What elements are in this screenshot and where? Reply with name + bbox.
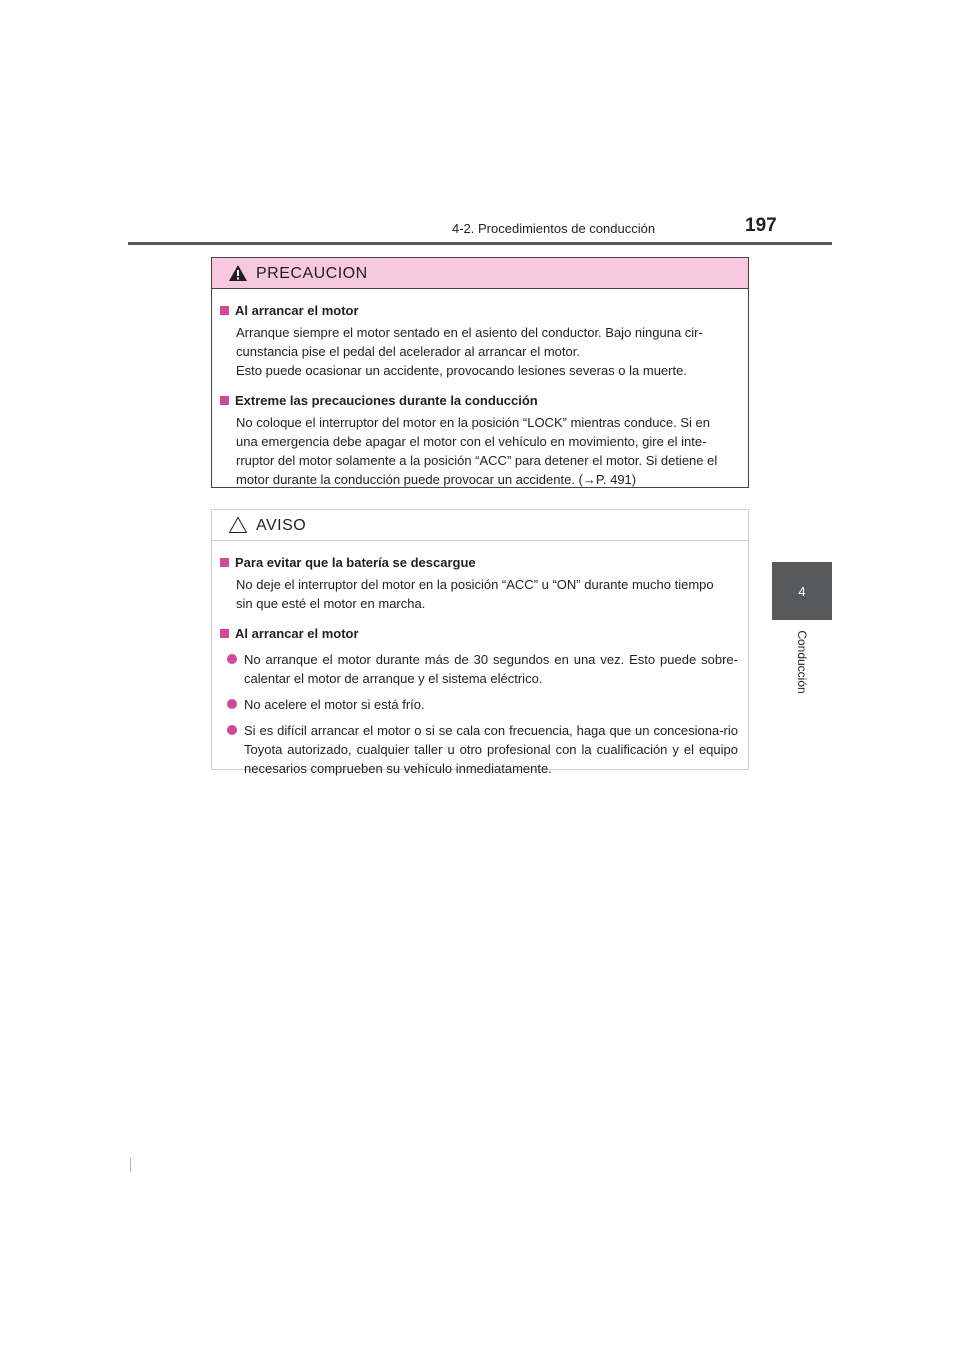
notice-item-text: No deje el interruptor del motor en la posición “ACC” u “ON” durante mucho tiempo sin que esté el motor en marcha. — [236, 577, 714, 611]
round-bullet-icon — [227, 699, 237, 709]
round-bullet-icon — [227, 725, 237, 735]
round-bullet-icon — [227, 654, 237, 664]
notice-header — [212, 510, 748, 541]
caution-item-text: Arranque siempre el motor sentado en el asiento del conductor. Bajo ninguna cir- cunstancia pise el pedal del acelerador al arrancar el motor. Esto puede ocasionar un accidente, provocando lesiones severas o la muerte. — [236, 325, 703, 378]
chapter-tab — [772, 562, 832, 620]
notice-title: AVISO — [256, 516, 307, 534]
chapter-number: 4 — [798, 583, 806, 599]
header-divider — [128, 242, 832, 245]
warning-filled-icon — [228, 264, 248, 282]
list-item: Si es difícil arrancar el motor o si se cala con frecuencia, haga que un concesiona-rio Toyota autorizado, cualquier taller u otro profesional con la cualificación y el equipo necesarios comprueben su vehículo inmediatamente. — [220, 721, 738, 778]
square-bullet-icon — [220, 629, 229, 638]
page-number: 197 — [745, 215, 777, 236]
caution-item-heading: Extreme las precauciones durante la conducción — [220, 391, 738, 410]
list-item: No acelere el motor si está frío. — [220, 695, 738, 714]
square-bullet-icon — [220, 306, 229, 315]
warning-outline-icon — [228, 516, 248, 534]
square-bullet-icon — [220, 558, 229, 567]
section-title: 4-2. Procedimientos de conducción — [452, 221, 656, 236]
chapter-label: Conducción — [795, 630, 809, 694]
notice-item-heading: Para evitar que la batería se descargue — [220, 553, 738, 572]
caution-item-heading: Al arrancar el motor — [220, 301, 738, 320]
list-item: No arranque el motor durante más de 30 segundos en una vez. Esto puede sobre-calentar el motor de arranque y el sistema eléctrico. — [220, 650, 738, 688]
caution-header — [212, 258, 748, 289]
caution-box — [211, 257, 749, 488]
square-bullet-icon — [220, 396, 229, 405]
notice-box — [211, 509, 749, 776]
caution-title: PRECAUCION — [256, 264, 368, 282]
caution-item-text: No coloque el interruptor del motor en la posición “LOCK” mientras conduce. Si en una emergencia debe apagar el motor con el vehículo en movimiento, gire el inte- rruptor del motor solamente a la posición “ACC” para detener el motor. Si detiene el motor durante la conducción puede provocar un accidente. (→P. 491) — [236, 415, 718, 487]
notice-item-heading: Al arrancar el motor — [220, 624, 738, 643]
crop-mark — [130, 1158, 131, 1172]
